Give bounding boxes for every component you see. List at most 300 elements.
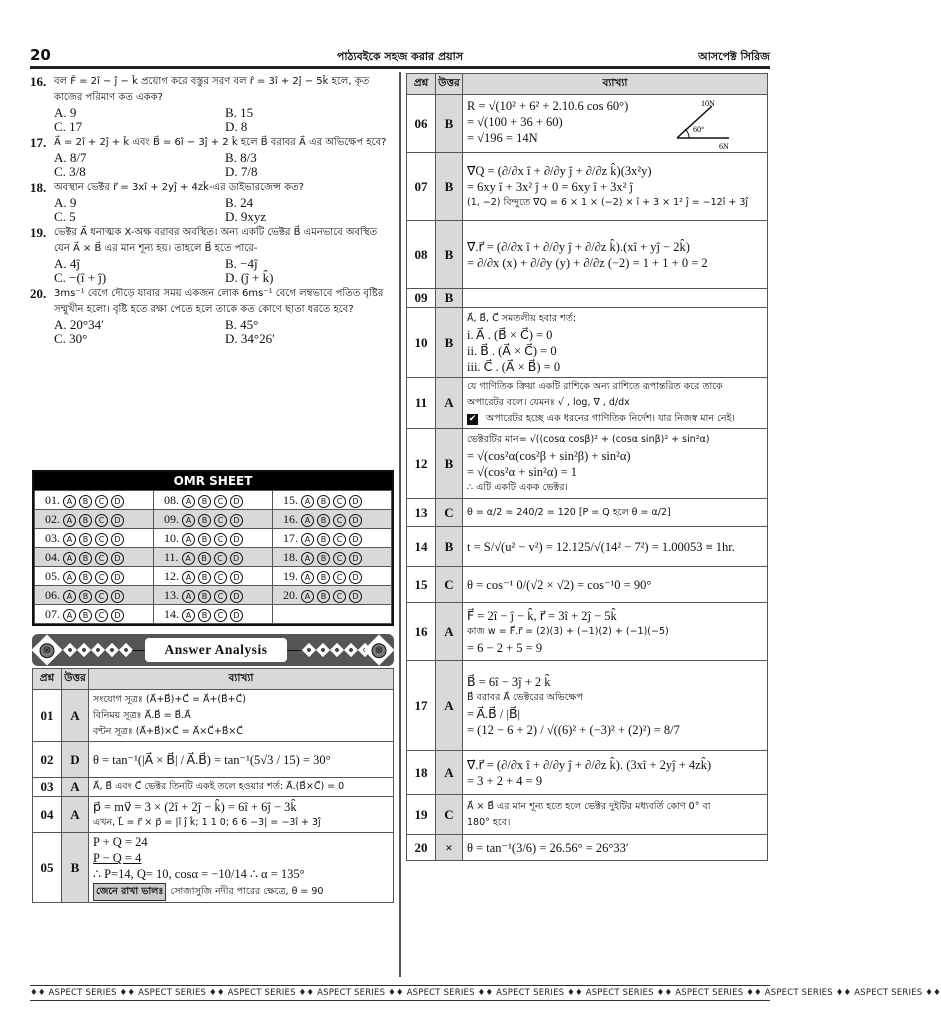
answer-letter: B: [436, 289, 463, 308]
question-row: [30, 286, 396, 318]
omr-bubble-d[interactable]: D: [111, 495, 124, 508]
explanation-line: B⃗ বরাবর A⃗ ভেক্টরের অভিক্ষেপ: [467, 691, 583, 703]
explanation-line: এখন, L⃗ = r⃗ × p⃗ = |î ĵ k̂; 1 1 0; 6 6 −3| = −3î + 3ĵ: [93, 816, 321, 828]
question-text: ভেক্টর A⃗ ধনাত্মক X-অক্ষ বরাবর অবস্থিত। অন্য একটি ভেক্টর B⃗ এমনভাবে অবস্থিত যেন A⃗ × B⃗ এর মান শূন্য হয়। তাহলে B⃗ হতে পারে-: [54, 227, 378, 254]
diamond-icon: [77, 643, 91, 657]
explanation-line: P + Q = 24: [93, 835, 148, 849]
answer-row: [33, 833, 394, 903]
omr-row: [35, 605, 392, 624]
explanation-line: iii. C⃗ . (A⃗ × B⃗) = 0: [467, 359, 561, 374]
omr-bubble-a[interactable]: A: [182, 552, 195, 565]
question-row: [30, 180, 396, 196]
omr-row: [35, 510, 392, 529]
omr-bubble-b[interactable]: B: [317, 514, 330, 527]
omr-number: 18.: [283, 550, 298, 564]
omr-grid: [34, 490, 392, 624]
option-b: B. 24: [225, 195, 254, 210]
explanation-line: অপারেটর বলে। যেমনঃ √ , log, ∇⃗ , d/dx: [467, 397, 630, 408]
divider: [132, 650, 146, 651]
explanation-line: θ = α/2 = 240/2 = 120 [P = Q হলে θ = α/2]: [467, 506, 671, 518]
diagram-label-angle: 60°: [693, 124, 705, 134]
omr-cell: [154, 586, 273, 605]
omr-bubble-b[interactable]: B: [317, 495, 330, 508]
omr-bubble-a[interactable]: A: [63, 609, 76, 622]
answer-letter: C: [436, 795, 463, 835]
option-c: C. 3/8: [54, 164, 86, 179]
answer-letter: B: [436, 95, 463, 153]
option-c: C. 30°: [54, 331, 88, 346]
header-explanation: ব্যাখ্যা: [89, 669, 394, 690]
omr-number: 12.: [164, 569, 179, 583]
answer-number: 18: [407, 751, 436, 795]
omr-bubble-d[interactable]: D: [230, 514, 243, 527]
omr-bubble-c[interactable]: C: [214, 533, 227, 546]
header-question: প্রশ্ন: [407, 74, 436, 95]
omr-bubble-c[interactable]: C: [214, 590, 227, 603]
omr-bubble-b[interactable]: B: [79, 590, 92, 603]
footer-band: ♦♦ ASPECT SERIES ♦♦ ASPECT SERIES ♦♦ ASPECT SERIES ♦♦ ASPECT SERIES ♦♦ ASPECT SERIES ♦♦ ASPECT SERIES ♦♦ ASPECT SERIES ♦♦ ASPECT SERIES ♦♦ ASPECT SERIES ♦♦ ASPECT SERIES ♦♦: [30, 985, 770, 1001]
omr-bubble-b[interactable]: B: [198, 552, 211, 565]
answer-letter: A: [436, 751, 463, 795]
answer-number: 13: [407, 499, 436, 527]
omr-bubble-c[interactable]: C: [333, 590, 346, 603]
answer-letter: ×: [436, 835, 463, 861]
omr-cell: [35, 529, 154, 548]
omr-bubble-d[interactable]: D: [230, 571, 243, 584]
explanation-line: B⃗ = 6î − 3ĵ + 2 k̂: [467, 674, 551, 689]
diamond-icon: [330, 643, 344, 657]
diamond-icon: [344, 643, 358, 657]
omr-cell: [35, 567, 154, 586]
omr-bubble-c[interactable]: C: [333, 533, 346, 546]
question-item: [30, 225, 396, 285]
diagram-label-f2: 6N: [719, 141, 729, 151]
omr-bubble-c[interactable]: C: [95, 533, 108, 546]
explanation-line: = 6xy î + 3x² ĵ + 0 = 6xy î + 3x² ĵ: [467, 179, 634, 194]
question-item: [30, 74, 396, 134]
option-c: C. −(î + ĵ): [54, 270, 107, 285]
omr-number: 14.: [164, 607, 179, 621]
omr-number: 02.: [45, 512, 60, 526]
header-answer: উত্তর: [62, 669, 89, 690]
omr-number: 01.: [45, 493, 60, 507]
omr-cell: [35, 605, 154, 624]
omr-bubble-c[interactable]: C: [95, 514, 108, 527]
answer-letter: A: [62, 778, 89, 797]
omr-cell: [154, 567, 273, 586]
question-item: [30, 135, 396, 179]
omr-title: OMR SHEET: [34, 472, 392, 490]
omr-bubble-b[interactable]: B: [317, 552, 330, 565]
explanation-line: ii. B⃗ . (A⃗ × C⃗) = 0: [467, 343, 557, 358]
omr-bubble-a[interactable]: A: [63, 552, 76, 565]
answer-number: 14: [407, 527, 436, 567]
omr-bubble-d[interactable]: D: [111, 514, 124, 527]
question-text: অবস্থান ভেক্টর r⃗ = 3xî + 2yĵ + 4zk̂-এর ডাইভারজেন্স কত?: [54, 182, 304, 193]
omr-bubble-d[interactable]: D: [111, 609, 124, 622]
explanation-line: বন্টন সূত্রঃ (A⃗+B⃗)×C⃗ = A⃗×C⃗+B⃗×C⃗: [93, 725, 243, 737]
omr-bubble-d[interactable]: D: [230, 590, 243, 603]
explanation-line: = 6 − 2 + 5 = 9: [467, 640, 543, 655]
answer-number: 16: [407, 603, 436, 661]
omr-number: 03.: [45, 531, 60, 545]
check-note: [467, 411, 763, 427]
explanation-line: θ = tan⁻¹(3/6) = 26.56° = 26°33′: [467, 840, 629, 855]
answer-explanation: [463, 153, 768, 221]
omr-bubble-b[interactable]: B: [198, 609, 211, 622]
header-answer: উত্তর: [436, 74, 463, 95]
omr-number: 06.: [45, 588, 60, 602]
omr-cell: [273, 586, 392, 605]
answer-explanation: [463, 221, 768, 289]
omr-cell: [35, 491, 154, 510]
omr-bubble-c[interactable]: C: [95, 552, 108, 565]
omr-bubble-a[interactable]: A: [182, 533, 195, 546]
answer-letter: B: [436, 527, 463, 567]
check-note-text: অপারেটর হচ্ছে এক ধরনের গাণিতিক নির্দেশ। যার নিজস্ব মান নেই।: [486, 413, 735, 424]
omr-bubble-d[interactable]: D: [230, 495, 243, 508]
omr-bubble-c[interactable]: C: [95, 609, 108, 622]
answer-letter: A: [436, 661, 463, 751]
answer-row: [33, 797, 394, 833]
page-header: [30, 44, 770, 69]
answer-number: 08: [407, 221, 436, 289]
answer-number: 12: [407, 429, 436, 499]
omr-bubble-b[interactable]: B: [198, 571, 211, 584]
option-b: B. 8/3: [225, 150, 257, 165]
column-divider: [399, 72, 401, 977]
answer-letter: B: [436, 221, 463, 289]
divider: [287, 650, 301, 651]
omr-bubble-b[interactable]: B: [198, 495, 211, 508]
question-row: [30, 135, 396, 151]
omr-bubble-c[interactable]: C: [95, 590, 108, 603]
answer-number: 17: [407, 661, 436, 751]
omr-cell: [154, 605, 273, 624]
omr-cell: [273, 510, 392, 529]
omr-bubble-b[interactable]: B: [198, 590, 211, 603]
omr-bubble-d[interactable]: D: [111, 590, 124, 603]
options-grid: [30, 257, 396, 285]
option-c: C. 5: [54, 209, 76, 224]
omr-cell: [154, 510, 273, 529]
explanation-line: i. A⃗ . (B⃗ × C⃗) = 0: [467, 327, 553, 342]
omr-bubble-a[interactable]: A: [63, 495, 76, 508]
answer-number: 03: [33, 778, 62, 797]
explanation-line: θ = cos⁻¹ 0/(√2 × √2) = cos⁻¹0 = 90°: [467, 577, 652, 592]
omr-bubble-d[interactable]: D: [349, 514, 362, 527]
explanation-line: p⃗ = mv⃗ = 3 × (2î + 2ĵ − k̂) = 6î + 6ĵ − 3k̂: [93, 799, 297, 814]
omr-number: 17.: [283, 531, 298, 545]
explanation-line: ∇⃗.r⃗ = (∂/∂x î + ∂/∂y ĵ + ∂/∂z k̂).(xî + yĵ − 2k̂): [467, 239, 690, 254]
explanation-line: = 3 + 2 + 4 = 9: [467, 773, 543, 788]
header-title: পাঠ্যবইকে সহজ করার প্রয়াস: [336, 50, 464, 63]
question-number: 16.: [30, 74, 47, 89]
explanation-line: = √(cos²α(cos²β + sin²β) + sin²α): [467, 448, 631, 463]
omr-cell: [273, 529, 392, 548]
answer-row: [407, 429, 768, 499]
omr-bubble-b[interactable]: B: [79, 552, 92, 565]
answer-analysis-banner: [32, 634, 394, 666]
omr-bubble-a[interactable]: A: [301, 533, 314, 546]
diamond-icon: [302, 643, 316, 657]
explanation-line: 180° হবে।: [467, 816, 511, 828]
explanation-line: A⃗ × B⃗ এর মান শূন্য হতে হলে ভেক্টর দুইটির মধ্যবর্তি কোণ 0° বা: [467, 800, 711, 812]
omr-bubble-d[interactable]: D: [349, 533, 362, 546]
question-number: 19.: [30, 225, 47, 240]
options-grid: [30, 106, 396, 134]
omr-bubble-b[interactable]: B: [198, 514, 211, 527]
table-header-row: [33, 669, 394, 690]
omr-bubble-c[interactable]: C: [214, 571, 227, 584]
answer-row: [407, 378, 768, 429]
option-a: A. 4ĵ: [54, 256, 80, 271]
omr-bubble-c[interactable]: C: [333, 552, 346, 565]
option-d: D. 34°26′: [225, 331, 275, 346]
answer-row: [407, 795, 768, 835]
omr-bubble-a[interactable]: A: [182, 609, 195, 622]
omr-bubble-b[interactable]: B: [317, 590, 330, 603]
omr-bubble-a[interactable]: A: [63, 533, 76, 546]
omr-bubble-c[interactable]: C: [95, 571, 108, 584]
option-a: A. 20°34′: [54, 317, 104, 332]
omr-bubble-a[interactable]: A: [301, 571, 314, 584]
omr-bubble-b[interactable]: B: [79, 514, 92, 527]
omr-bubble-d[interactable]: D: [111, 533, 124, 546]
explanation-line: ∇⃗Q = (∂/∂x î + ∂/∂y ĵ + ∂/∂z k̂)(3x²y): [467, 163, 652, 178]
explanation-line: A⃗, B⃗, C⃗ সমতলীয় হবার শর্ত:: [467, 312, 577, 324]
answer-letter: A: [436, 378, 463, 429]
answer-explanation: [463, 95, 768, 153]
diamond-icon: [119, 643, 133, 657]
explanation-line: t = S/√(u² − v²) = 12.125/√(14² − 7²) = 1.00053 ≡ 1hr.: [467, 539, 735, 554]
omr-row: [35, 586, 392, 605]
page-number: 20: [30, 46, 51, 64]
answer-row: [407, 751, 768, 795]
omr-bubble-b[interactable]: B: [79, 533, 92, 546]
answer-row: [407, 308, 768, 378]
omr-number: 05.: [45, 569, 60, 583]
answer-explanation: [463, 429, 768, 499]
question-text: বল F̂ = 2î − ĵ − k̂ প্রয়োগ করে বস্তুর সরণ বল r̂ = 3î + 2ĵ − 5k̂ হলে, কৃত কাজের পরিমাণ কত একক?: [54, 76, 370, 103]
omr-bubble-d[interactable]: D: [230, 552, 243, 565]
omr-bubble-d[interactable]: D: [111, 571, 124, 584]
answer-explanation: [89, 690, 394, 742]
explanation-line: R = √(10² + 6² + 2.10.6 cos 60°): [467, 98, 629, 113]
omr-number: 04.: [45, 550, 60, 564]
series-name: আসপেক্ট সিরিজ: [698, 50, 770, 63]
answer-letter: C: [436, 567, 463, 603]
omr-row: [35, 567, 392, 586]
omr-cell: [154, 529, 273, 548]
omr-number: 15.: [283, 493, 298, 507]
options-grid: [30, 318, 396, 346]
omr-bubble-b[interactable]: B: [317, 533, 330, 546]
omr-bubble-a[interactable]: A: [301, 495, 314, 508]
option-d: D. 9xyz: [225, 209, 267, 224]
omr-bubble-d[interactable]: D: [349, 590, 362, 603]
explanation-line: A⃗, B⃗ এবং C⃗ ভেক্টর তিনটি একই তলে হওয়ার শর্ত: A⃗.(B⃗×C⃗) = 0: [93, 781, 345, 792]
option-b: B. −4ĵ: [225, 256, 258, 271]
answer-letter: B: [436, 308, 463, 378]
omr-bubble-a[interactable]: A: [301, 514, 314, 527]
omr-bubble-c[interactable]: C: [214, 514, 227, 527]
omr-bubble-d[interactable]: D: [349, 571, 362, 584]
explanation-line: বিনিময় সূত্রঃ A⃗.B⃗ = B⃗.A⃗: [93, 709, 191, 721]
answer-number: 09: [407, 289, 436, 308]
omr-bubble-a[interactable]: A: [182, 514, 195, 527]
omr-cell: [273, 491, 392, 510]
omr-cell: [273, 605, 392, 624]
diamond-icon: [105, 643, 119, 657]
option-d: D. (ĵ + k̂): [225, 270, 274, 285]
answer-explanation: [89, 833, 394, 903]
answer-number: 19: [407, 795, 436, 835]
question-row: [30, 225, 396, 257]
answer-row: [407, 527, 768, 567]
answer-explanation: [89, 797, 394, 833]
answer-number: 02: [33, 742, 62, 778]
question-text: 3ms⁻¹ বেগে দৌড়ে যাবার সময় একজন লোক 6ms⁻¹ বেগে লম্বভাবে পতিত বৃষ্টির সম্মুখীন হলো। বৃষ্টি হতে রক্ষা পেতে হলে তাকে কত কোণে ছাতা ধরতে হবে?: [54, 288, 384, 315]
question-number: 18.: [30, 180, 47, 195]
answer-letter: A: [62, 690, 89, 742]
answer-letter: D: [62, 742, 89, 778]
option-b: B. 15: [225, 105, 254, 120]
option-a: A. 9: [54, 105, 77, 120]
omr-number: 20.: [283, 588, 298, 602]
answer-row: [407, 567, 768, 603]
option-c: C. 17: [54, 119, 83, 134]
answer-explanation: [463, 527, 768, 567]
answer-explanation: [89, 742, 394, 778]
answer-number: 10: [407, 308, 436, 378]
omr-bubble-c[interactable]: C: [214, 552, 227, 565]
question-number: 20.: [30, 286, 47, 301]
omr-number: 19.: [283, 569, 298, 583]
header-explanation: ব্যাখ্যা: [463, 74, 768, 95]
explanation-line: = √196 = 14N: [467, 130, 538, 145]
omr-bubble-b[interactable]: B: [79, 609, 92, 622]
omr-number: 13.: [164, 588, 179, 602]
omr-cell: [35, 510, 154, 529]
explanation-line: = A⃗.B⃗ / |B⃗|: [467, 706, 521, 721]
diamond-icon: [316, 643, 330, 657]
omr-bubble-a[interactable]: A: [63, 571, 76, 584]
omr-bubble-c[interactable]: C: [214, 609, 227, 622]
answer-letter: B: [436, 429, 463, 499]
omr-bubble-c[interactable]: C: [95, 495, 108, 508]
force-diagram: [667, 98, 747, 150]
diamond-icon: [63, 643, 77, 657]
omr-bubble-b[interactable]: B: [79, 571, 92, 584]
answer-explanation: [463, 378, 768, 429]
tip-label: জেনে রাখা ভালঃ: [93, 883, 166, 901]
omr-bubble-d[interactable]: D: [349, 552, 362, 565]
omr-bubble-b[interactable]: B: [79, 495, 92, 508]
banner-title: Answer Analysis: [145, 638, 287, 662]
option-d: D. 8: [225, 119, 248, 134]
answer-explanation: [463, 603, 768, 661]
answer-row: [407, 95, 768, 153]
answer-explanation: [463, 308, 768, 378]
answer-row: [33, 742, 394, 778]
explanation-line: কাজ w = F⃗.r⃗ = (2)(3) + (−1)(2) + (−1)(−5): [467, 625, 669, 637]
answer-table-left: [32, 668, 394, 903]
question-text: A⃗ = 2î + 2ĵ + k̂ এবং B⃗ = 6î − 3ĵ + 2 k̂ হলে B⃗ বরাবর A⃗ এর অভিক্ষেপ হবে?: [54, 137, 387, 148]
omr-cell: [35, 586, 154, 605]
omr-bubble-b[interactable]: B: [198, 533, 211, 546]
answer-letter: B: [436, 153, 463, 221]
omr-bubble-d[interactable]: D: [349, 495, 362, 508]
omr-bubble-c[interactable]: C: [333, 495, 346, 508]
omr-number: 16.: [283, 512, 298, 526]
answer-number: 15: [407, 567, 436, 603]
answer-row: [407, 153, 768, 221]
answer-row: [33, 778, 394, 797]
diagram-label-f1: 10N: [701, 98, 715, 108]
omr-bubble-b[interactable]: B: [317, 571, 330, 584]
omr-cell: [273, 548, 392, 567]
option-b: B. 45°: [225, 317, 259, 332]
explanation-line: সংযোগ সূত্রঃ (A⃗+B⃗)+C⃗ = A⃗+(B⃗+C⃗): [93, 693, 246, 705]
omr-bubble-a[interactable]: A: [63, 590, 76, 603]
explanation-line: যে গাণিতিক ক্রিয়া একটি রাশিকে অন্য রাশিতে রূপান্তরিত করে তাকে: [467, 381, 723, 392]
omr-cell: [154, 548, 273, 567]
omr-bubble-a[interactable]: A: [301, 590, 314, 603]
omr-bubble-c[interactable]: C: [333, 571, 346, 584]
table-header-row: [407, 74, 768, 95]
explanation-line: P − Q = 4: [93, 851, 142, 865]
explanation-line: ∴ এটি একটি একক ভেক্টর।: [467, 481, 568, 493]
question-number: 17.: [30, 135, 47, 150]
explanation-line: = (12 − 6 + 2) / √((6)² + (−3)² + (2)²) = 8/7: [467, 722, 680, 737]
omr-bubble-c[interactable]: C: [214, 495, 227, 508]
x-mark-icon: ⊗: [363, 634, 394, 665]
omr-bubble-a[interactable]: A: [182, 571, 195, 584]
answer-explanation: [463, 795, 768, 835]
omr-cell: [273, 567, 392, 586]
omr-cell: [35, 548, 154, 567]
omr-bubble-d[interactable]: D: [230, 533, 243, 546]
tip-note: [93, 882, 389, 901]
omr-number: 07.: [45, 607, 60, 621]
omr-sheet: [32, 470, 394, 626]
explanation-line: = ∂/∂x (x) + ∂/∂y (y) + ∂/∂z (−2) = 1 + 1 + 0 = 2: [467, 255, 708, 270]
answer-explanation: [463, 835, 768, 861]
answer-table-right: [406, 73, 768, 861]
explanation-line: = √(cos²α + sin²α) = 1: [467, 464, 578, 479]
tip-text: সোজাসুজি নদীর পারের ক্ষেত্রে, θ = 90: [170, 886, 324, 897]
omr-bubble-a[interactable]: A: [301, 552, 314, 565]
header-question: প্রশ্ন: [33, 669, 62, 690]
omr-bubble-a[interactable]: A: [63, 514, 76, 527]
omr-bubble-a[interactable]: A: [182, 495, 195, 508]
answer-explanation: [89, 778, 394, 797]
answer-row: [407, 289, 768, 308]
omr-bubble-c[interactable]: C: [333, 514, 346, 527]
answer-explanation: [463, 567, 768, 603]
answer-number: 07: [407, 153, 436, 221]
omr-bubble-d[interactable]: D: [230, 609, 243, 622]
omr-cell: [154, 491, 273, 510]
omr-bubble-d[interactable]: D: [111, 552, 124, 565]
omr-bubble-a[interactable]: A: [182, 590, 195, 603]
answer-row: [407, 499, 768, 527]
x-mark-icon: ⊗: [31, 634, 62, 665]
answer-row: [407, 661, 768, 751]
options-grid: [30, 196, 396, 224]
explanation-line: (1, −2) বিন্দুতে ∇⃗Q = 6 × 1 × (−2) × î + 3 × 1² ĵ = −12î + 3ĵ: [467, 196, 749, 208]
